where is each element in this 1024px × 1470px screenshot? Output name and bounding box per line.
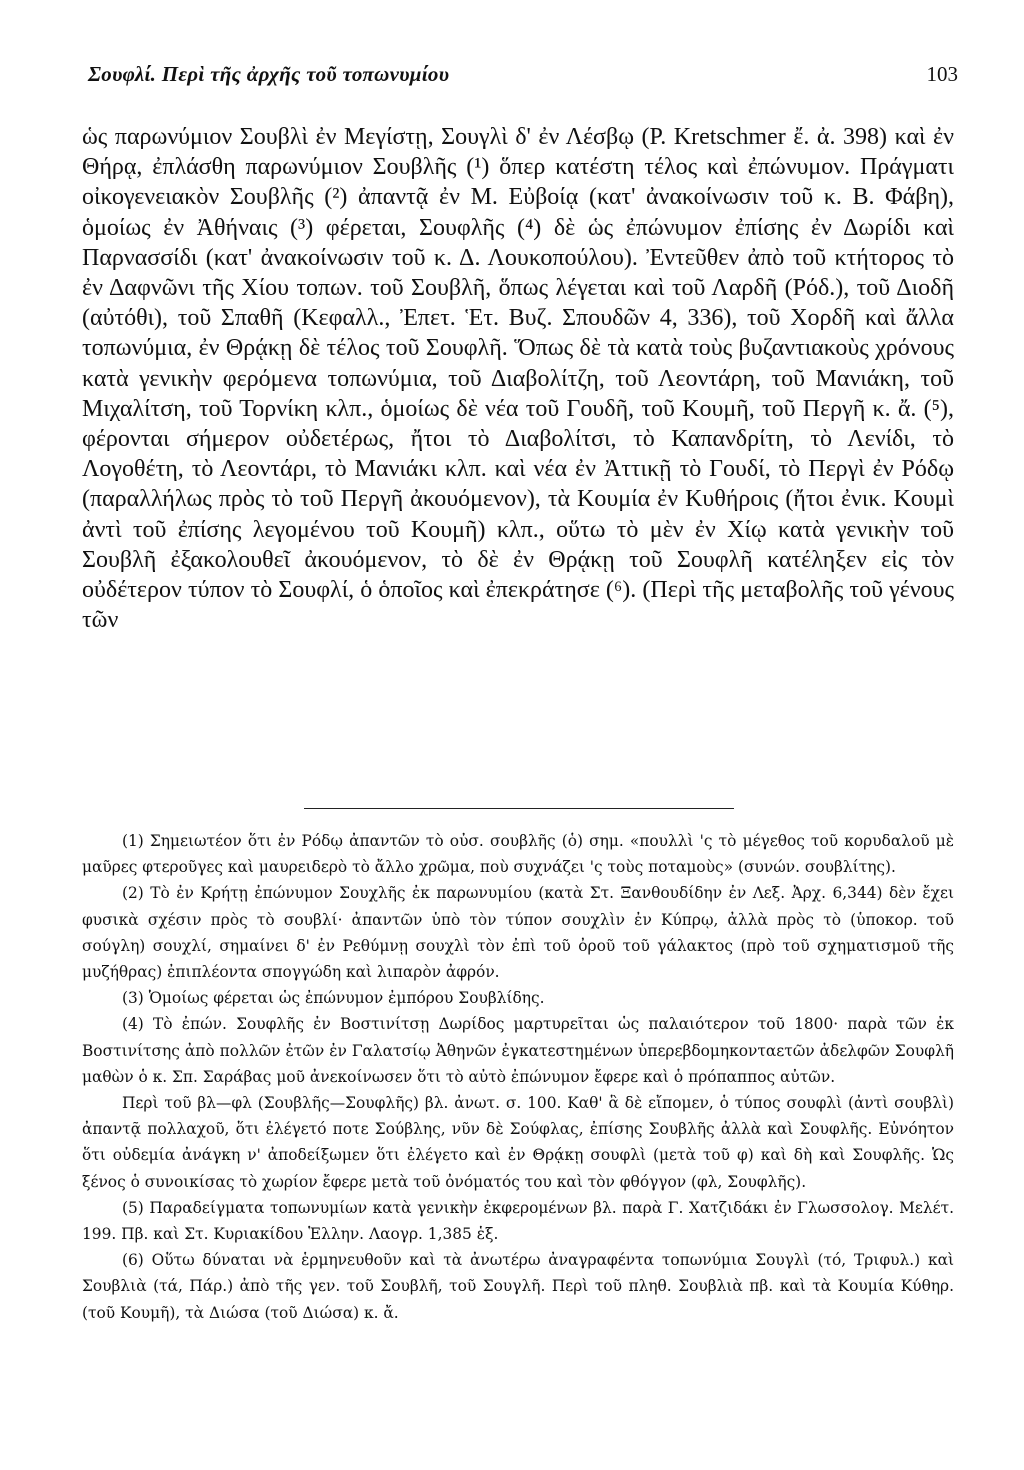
footnote-2: (2) Τὸ ἐν Κρήτῃ ἐπώνυμον Σουχλῆς ἐκ παρωνυμίου (κατὰ Στ. Ξανθουδίδην ἐν Λεξ. Ἀρχ. 6,344) δὲν ἔχει φυσικὰ σχέσιν πρὸς τὸ σουβλί· ἀπαντῶν ὑπὸ τὸν τύπον σουχλὶν ἐν Κύπρῳ, ἀλλὰ πρὸς τὸ (ὑποκορ. τοῦ σούγλη) σουχλί, σημαίνει δ' ἐν Ρεθύμνῃ σουχλὶ τὸν ἐπὶ τοῦ ὀροῦ τοῦ γάλακτος (πρὸ τοῦ σχηματισμοῦ τῆς μυζήθρας) ἐπιπλέοντα σπογγώδη καὶ λιπαρὸν ἀφρόν. (82, 884, 954, 982)
footnotes (82, 828, 954, 1326)
footnote-4: (4) Τὸ ἐπών. Σουφλῆς ἐν Βοστινίτσῃ Δωρίδος μαρτυρεῖται ὡς παλαιότερον τοῦ 1800· παρὰ τῶν ἐκ Βοστινίτσης ἀπὸ πολλῶν ἐτῶν ἐν Γαλατσίῳ Ἀθηνῶν ἐγκατεστημένων ὑπερεβδομηκονταετῶν ἀδελφῶν Σουφλῆ μαθὼν ὁ κ. Σπ. Σαράβας μοῦ ἀνεκοίνωσεν ὅτι τὸ αὐτὸ ἐπώνυμον ἔφερε καὶ ὁ πρόπαππος αὐτῶν. (82, 1015, 954, 1086)
page-number: 103 (926, 62, 958, 86)
footnote-divider (304, 808, 734, 809)
footnote-1: (1) Σημειωτέον ὅτι ἐν Ρόδῳ ἀπαντῶν τὸ οὐσ. σουβλῆς (ὁ) σημ. «πουλλὶ 'ς τὸ μέγεθος τοῦ κορυδαλοῦ μὲ μαῦρες φτεροῦγες καὶ μαυρειδερὸ τὸ ἄλλο χρῶμα, ποὺ συχνάζει 'ς τοὺς ποταμοὺς» (συνών. σουβλίτης). (82, 832, 954, 877)
footnote-6: (6) Οὕτω δύναται νὰ ἑρμηνευθοῦν καὶ τὰ ἀνωτέρω ἀναγραφέντα τοπωνύμια Σουγλὶ (τό, Τριφυλ.) καὶ Σουβλιὰ (τά, Πάρ.) ἀπὸ τῆς γεν. τοῦ Σουβλῆ, τοῦ Σουγλῆ. Περὶ τοῦ πληθ. Σουβλιὰ πβ. καὶ τὰ Κουμία Κύθηρ. (τοῦ Κουμῆ), τὰ Διώσα (τοῦ Διώσα) κ. ἄ. (82, 1251, 954, 1322)
footnote-4-continuation: Περὶ τοῦ βλ—φλ (Σουβλῆς—Σουφλῆς) βλ. ἀνωτ. σ. 100. Καθ' ἃ δὲ εἴπομεν, ὁ τύπος σουφλὶ (ἀντὶ σουβλὶ) ἀπαντᾷ πολλαχοῦ, ὅτι ἐλέγετό ποτε Σούβλης, νῦν δὲ Σούφλας, ἐπίσης Σουβλῆς ἀλλὰ καὶ Σουφλῆς. Εὐνόητον ὅτι οὐδεμία ἀνάγκη ν' ἀποδείξωμεν ὅτι ἐλέγετο καὶ ἐν Θρᾴκῃ σουφλὶ (μετὰ τοῦ φ) καὶ δὴ καὶ Σουφλῆς. Ὡς ξένος ὁ συνοικίσας τὸ χωρίον ἔφερε μετὰ τοῦ ὀνόματός του καὶ τὸν φθόγγον (φλ, Σουφλῆς). (82, 1094, 954, 1191)
main-text (82, 122, 954, 635)
footnote-5: (5) Παραδείγματα τοπωνυμίων κατὰ γενικὴν ἐκφερομένων βλ. παρὰ Γ. Χατζιδάκι ἐν Γλωσσολογ. Μελέτ. 199. Πβ. καὶ Στ. Κυριακίδου Ἑλλην. Λαογρ. 1,385 ἑξ. (82, 1198, 954, 1244)
document-page (82, 58, 958, 1438)
running-title: Σουφλί. Περὶ τῆς ἀρχῆς τοῦ τοπωνυμίου (88, 62, 450, 86)
page-header (82, 58, 958, 98)
footnote-3: (3) Ὁμοίως φέρεται ὡς ἐπώνυμον ἐμπόρου Σουβλίδης. (122, 989, 545, 1008)
body-paragraph: ὡς παρωνύμιον Σουβλὶ ἐν Μεγίστῃ, Σουγλὶ δ' ἐν Λέσβῳ (P. Kretschmer ἔ. ἀ. 398) καὶ ἐν Θήρᾳ, ἐπλάσθη παρωνύμιον Σουβλῆς (¹) ὅπερ κατέστη τέλος καὶ ἐπώνυμον. Πράγματι οἰκογενειακὸν Σουβλῆς (²) ἀπαντᾷ ἐν Μ. Εὐβοίᾳ (κατ' ἀνακοίνωσιν τοῦ κ. Β. Φάβη), ὁμοίως ἐν Ἀθήναις (³) φέρεται, Σουφλῆς (⁴) δὲ ὡς ἐπώνυμον ἐπίσης ἐν Δωρίδι καὶ Παρνασσίδι (κατ' ἀνακοίνωσιν τοῦ κ. Δ. Λουκοπούλου). Ἐντεῦθεν ἀπὸ τοῦ κτήτορος τὸ ἐν Δαφνῶνι τῆς Χίου τοπων. τοῦ Σουβλῆ, ὅπως λέγεται καὶ τοῦ Λαρδῆ (Ρόδ.), τοῦ Διοδῆ (αὐτόθι), τοῦ Σπαθῆ (Κεφαλλ., Ἐπετ. Ἑτ. Βυζ. Σπουδῶν 4, 336), τοῦ Χορδῆ καὶ ἄλλα τοπωνύμια, ἐν Θρᾴκῃ δὲ τέλος τοῦ Σουφλῆ. Ὅπως δὲ τὰ κατὰ τοὺς βυζαντιακοὺς χρόνους κατὰ γενικὴν φερόμενα τοπωνύμια, τοῦ Διαβολίτζη, τοῦ Λεοντάρη, τοῦ Μανιάκη, τοῦ Μιχαλίτση, τοῦ Τορνίκη κλπ., ὁμοίως δὲ νέα τοῦ Γουδῆ, τοῦ Κουμῆ, τοῦ Περγῆ κ. ἄ. (⁵), φέρονται σήμερον οὐδετέρως, ἤτοι τὸ Διαβολίτσι, τὸ Καπανδρίτη, τὸ Λενίδι, τὸ Λογοθέτη, τὸ Λεοντάρι, τὸ Μανιάκι κλπ. καὶ νέα ἐν Ἀττικῇ τὸ Γουδί, τὸ Περγὶ ἐν Ρόδῳ (παραλλήλως πρὸς τὸ τοῦ Περγῆ ἀκουόμενον), τὰ Κουμία ἐν Κυθήροις (ἤτοι ἐνικ. Κουμὶ ἀντὶ τοῦ ἐπίσης λεγομένου τοῦ Κουμῆ) κλπ., οὕτω τὸ μὲν ἐν Χίῳ κατὰ γενικὴν τοῦ Σουβλῆ ἐξακολουθεῖ ἀκουόμενον, τὸ δὲ ἐν Θρᾴκῃ τοῦ Σουφλῆ κατέληξεν εἰς τὸν οὐδέτερον τύπον τὸ Σουφλί, ὁ ὁποῖος καὶ ἐπεκράτησε (⁶). (Περὶ τῆς μεταβολῆς τοῦ γένους τῶν (82, 124, 954, 634)
